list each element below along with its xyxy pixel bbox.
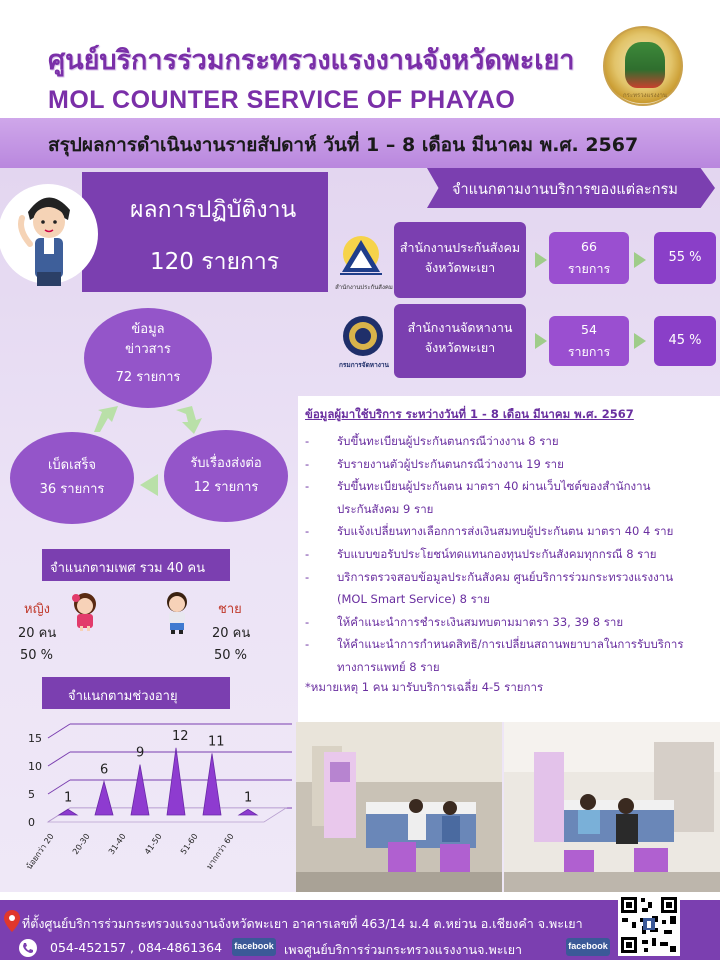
summary-band-text: สรุปผลการดำเนินงานรายสัปดาห์ วันที่ 1 – 8 เดือน มีนาคม พ.ศ. 2567 [48,134,639,156]
arrow-right-icon [634,333,646,349]
female-count: 20 คน [18,626,57,641]
cycle-info-line1: ข้อมูล [131,322,165,337]
doe-logo-icon [336,312,390,366]
sso-logo-caption: สำนักงานประกันสังคม [335,284,393,291]
x-tick-label: 20-30 [70,831,92,857]
info-line-text: รับขึ้นทะเบียนผู้ประกันตนกรณีว่างงาน 8 ราย [337,434,559,448]
header-title-th: ศูนย์บริการร่วมกระทรวงแรงงานจังหวัดพะเยา [48,45,575,76]
info-line [305,520,673,541]
data-label: 11 [208,734,225,750]
y-tick-label: 10 [28,760,42,773]
arrow-right-icon [634,252,646,268]
dept-name-line2: จังหวัดพะเยา [424,340,496,355]
cycle-info-line2: ข่าวสาร [125,342,171,357]
facebook-icon[interactable]: facebook [566,938,610,956]
cycle-info-circle [84,308,212,408]
seal-figure-icon [625,42,665,88]
info-line-dash: - [305,614,310,629]
info-line [305,588,490,609]
header-title-en: MOL COUNTER SERVICE OF PHAYAO [48,86,516,114]
info-line-text: ให้คำแนะนำการชำระเงินสมทบตามมาตรา 33, 39 8 ราย [337,614,624,629]
info-line [305,633,684,654]
ministry-seal-logo [603,26,683,106]
doe-logo-caption: กรมการจัดหางาน [338,361,390,369]
info-line-dash: - [305,524,310,539]
dept-box-sso [394,222,526,298]
male-label: ชาย [218,602,242,617]
seal-caption: กระทรวงแรงงาน [623,92,667,99]
y-tick-label: 15 [28,732,42,745]
info-line [305,543,657,564]
cycle-done-line1: เบ็ดเสร็จ [47,458,97,473]
data-label: 1 [244,790,253,806]
cycle-done-count: 36 รายการ [39,482,105,497]
info-line [305,566,673,587]
footer-facebook-page[interactable]: เพจศูนย์บริการร่วมกระทรวงแรงงานจ.พะเยา [284,942,523,957]
cycle-forward-circle [164,430,288,522]
y-tick-label: 5 [28,788,35,801]
info-line-text: รับแบบขอรับประโยชน์ทดแทนกองทุนประกันสังคมทุกกรณี 8 ราย [337,547,657,561]
cycle-forward-count: 12 รายการ [193,480,259,495]
count-value: 66 [581,239,597,254]
cycle-arrow-icon [172,404,206,436]
cycle-arrow-icon [92,404,128,434]
dept-name-line1: สำนักงานประกันสังคม [399,240,521,255]
dept-name-line2: จังหวัดพะเยา [424,260,496,275]
info-line-text: ทางการแพทย์ 8 ราย [337,660,440,674]
age-spike [95,781,113,815]
age-banner-title: จำแนกตามช่วงอายุ [68,689,178,704]
age-spike [131,765,149,815]
footer-phone: 054-452157 , 084-4861364 [50,940,223,955]
service-photo-left [296,722,502,892]
age-spike [167,748,185,815]
gridline-depth [48,724,70,738]
info-line [305,430,559,451]
performance-label: ผลการปฏิบัติงาน [130,197,297,223]
facebook-icon[interactable]: facebook [232,938,276,956]
performance-value: 120 รายการ [150,249,280,275]
service-photo-right [504,722,720,892]
cycle-forward-line1: รับเรื่องส่งต่อ [190,456,262,471]
phone-icon [18,938,38,958]
sso-logo-icon [334,232,388,284]
cycle-done-circle [10,432,134,524]
age-spike [203,753,221,815]
info-line [305,611,623,632]
info-line-dash: - [305,456,310,471]
dept-section-title: จำแนกตามงานบริการของแต่ละกรม [452,182,678,198]
data-label: 12 [172,728,189,744]
count-unit: รายการ [567,261,611,276]
y-tick-label: 0 [28,816,35,829]
info-line-text: รับขึ้นทะเบียนผู้ประกันตน มาตรา 40 ผ่านเว็บไซต์ของสำนักงาน [337,479,651,494]
qr-code-icon[interactable] [618,894,680,956]
count-unit: รายการ [567,344,611,359]
info-line-text: ให้คำแนะนำการกำหนดสิทธิ/การเปลี่ยนสถานพยาบาลในการรับบริการ [337,637,684,652]
percent-box-doe [654,316,716,366]
info-line-text: (MOL Smart Service) 8 ราย [337,592,490,607]
arrow-right-icon [535,252,547,268]
location-pin-icon [4,910,20,932]
info-line-text: บริการตรวจสอบข้อมูลประกันสังคม ศูนย์บริการร่วมกระทรวงแรงงาน [337,569,674,584]
percent-box-sso [654,232,716,284]
info-line-dash: - [305,479,310,494]
info-line-dash: - [305,434,310,448]
info-line-text: รับรายงานตัวผู้ประกันตนกรณีว่างงาน 19 ราย [337,456,564,471]
count-box-sso [549,232,629,284]
female-label: หญิง [24,602,50,617]
male-percent: 50 % [214,648,248,663]
staff-avatar-icon [0,172,100,290]
dept-box-doe [394,304,526,378]
info-line-text: รับแจ้งเปลี่ยนทางเลือกการส่งเงินสมทบผู้ประกันตน มาตรา 40 4 ราย [337,524,674,539]
gridline-depth [48,752,70,766]
cycle-info-count: 72 รายการ [115,370,181,385]
info-line [305,453,564,474]
data-label: 1 [64,790,73,806]
info-panel-title: ข้อมูลผู้มาใช้บริการ ระหว่างวันที่ 1 - 8 เดือน มีนาคม พ.ศ. 2567 [305,407,634,421]
info-line-dash: - [305,569,310,584]
info-line-dash: - [305,547,310,561]
dept-name-line1: สำนักงานจัดหางาน [407,320,513,335]
info-line [305,656,440,677]
percent-value: 45 % [668,333,702,348]
info-line-dash: - [305,637,310,652]
male-count: 20 คน [212,626,251,641]
info-note: *หมายเหตุ 1 คน มารับบริการเฉลี่ย 4-5 รายการ [305,680,544,694]
percent-value: 55 % [668,250,702,265]
x-tick-label: 31-40 [106,831,128,857]
x-tick-label: น้อยกว่า 20 [24,831,56,872]
info-line [305,498,433,519]
arrow-right-icon [535,333,547,349]
count-box-doe [549,316,629,366]
footer-address: ที่ตั้งศูนย์บริการร่วมกระทรวงแรงงานจังหวัดพะเยา อาคารเลขที่ 463/14 ม.4 ต.หย่วน อ.เชียงคำ จ.พะเยา [22,916,583,931]
female-percent: 50 % [20,648,54,663]
x-tick-label: มากกว่า 60 [204,831,236,871]
data-label: 9 [136,745,145,761]
girl-icon [68,590,102,632]
gender-banner-title: จำแนกตามเพศ รวม 40 คน [50,561,206,576]
info-line [305,475,651,496]
x-tick-label: 41-50 [142,831,164,857]
boy-icon [162,590,192,634]
age-chart [0,712,292,892]
x-tick-label: 51-60 [178,831,200,857]
info-line-text: ประกันสังคม 9 ราย [337,501,434,516]
data-label: 6 [100,762,109,778]
cycle-arrow-icon [136,470,160,500]
count-value: 54 [581,322,597,337]
